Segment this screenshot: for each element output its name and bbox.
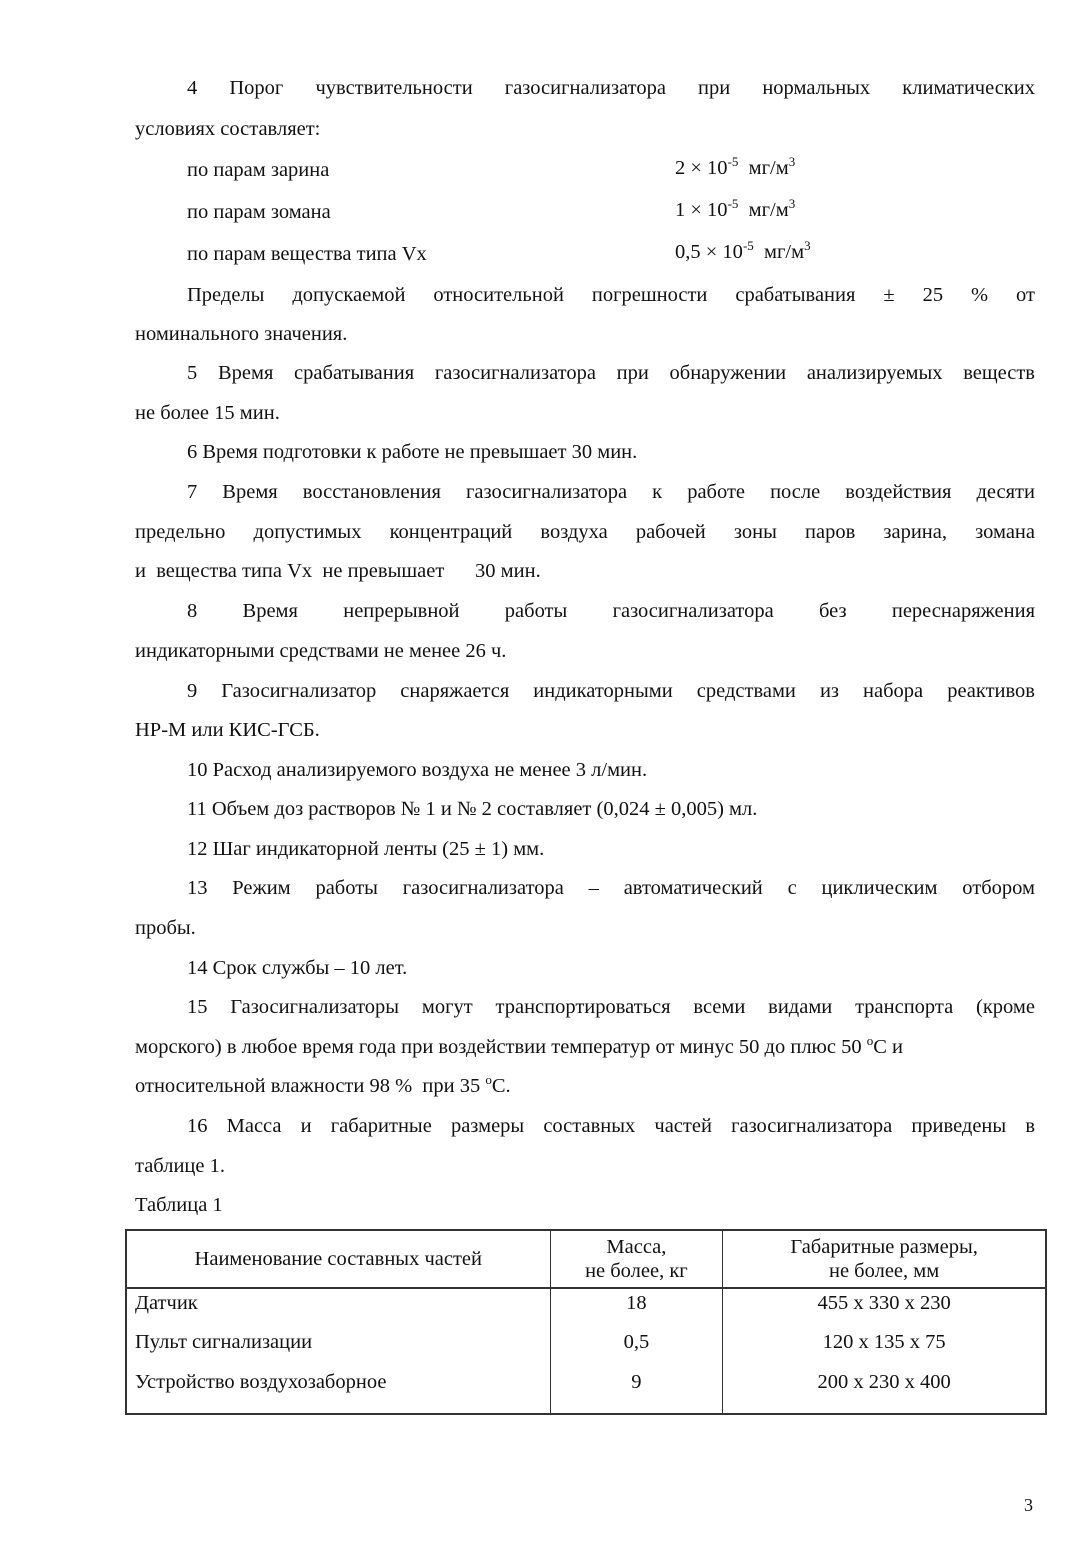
item-5-line-2: не более 15 мин. [135, 402, 280, 424]
item-7-line-2: предельно допустимых концентраций воздуха рабочей зоны паров зарина, зомана [135, 521, 1035, 543]
item-15-line-2 [135, 1035, 1035, 1059]
item-15-line-2-text: морского) в любое время года при воздействии температур от минус 50 до плюс 50 [135, 1036, 867, 1058]
header-name: Наименование составных частей [126, 1230, 550, 1288]
item-4-line-2: условиях составляет: [135, 118, 321, 140]
cell-name: Пульт сигнализации [126, 1328, 550, 1368]
item-15-line-3 [135, 1074, 1035, 1098]
header-mass-line-1: Масса, [606, 1236, 667, 1258]
threshold-unit-exp: 3 [788, 154, 796, 169]
table-row [126, 1368, 1046, 1414]
threshold-unit-exp: 3 [788, 196, 796, 211]
threshold-unit: мг/м [753, 241, 805, 263]
cell-mass: 0,5 [550, 1328, 723, 1368]
item-7-line-3: и вещества типа Vx не превышает 30 мин. [135, 560, 541, 582]
item-15-line-2-end: С и [873, 1036, 904, 1058]
item-5-line-1: 5 Время срабатывания газосигнализатора при обнаружении анализируемых веществ [187, 362, 1035, 384]
threshold-soman-label: по парам зомана [187, 201, 331, 223]
item-9-line-2: НР-М или КИС-ГСБ. [135, 719, 320, 741]
threshold-sarin-label: по парам зарина [187, 159, 330, 181]
degree-mark: o [866, 1033, 874, 1048]
threshold-exp: -5 [727, 154, 739, 169]
item-9-line-1: 9 Газосигнализатор снаряжается индикаторными средствами из набора реактивов [187, 680, 1035, 702]
components-table [125, 1229, 1047, 1415]
header-dims-line-1: Габаритные размеры, [790, 1236, 978, 1258]
header-dims [723, 1230, 1046, 1288]
item-8-line-1: 8 Время непрерывной работы газосигнализатора без переснаряжения [187, 600, 1035, 622]
cell-mass: 18 [550, 1288, 723, 1328]
table-header-row [126, 1230, 1046, 1288]
cell-dims: 455 х 330 х 230 [723, 1288, 1046, 1328]
threshold-unit-exp: 3 [804, 238, 811, 253]
item-15-line-3-text: относительной влажности 98 % при 35 [135, 1075, 486, 1097]
item-13-line-1: 13 Режим работы газосигнализатора – автоматический с циклическим отбором [187, 877, 1035, 899]
threshold-vx-value [675, 240, 811, 264]
item-11-line-1: 11 Объем доз растворов № 1 и № 2 составляет (0,024 ± 0,005) мл. [187, 798, 758, 820]
table-row [126, 1288, 1046, 1328]
table-row [126, 1328, 1046, 1368]
item-15-line-3-end: С. [491, 1075, 511, 1097]
item-16-line-1: 16 Масса и габаритные размеры составных частей газосигнализатора приведены в [187, 1115, 1035, 1137]
item-7-line-1: 7 Время восстановления газосигнализатора к работе после воздействия десяти [187, 481, 1035, 503]
header-dims-line-2: не более, мм [828, 1260, 940, 1282]
header-mass-line-2: не более, кг [585, 1260, 688, 1282]
threshold-coef: 2 × 10 [675, 157, 728, 179]
item-4-line-1: 4 Порог чувствительности газосигнализатора при нормальных климатических [187, 77, 1035, 99]
threshold-unit: мг/м [738, 199, 789, 221]
threshold-soman-value [675, 198, 795, 222]
degree-mark: o [485, 1072, 492, 1087]
threshold-exp: -5 [727, 196, 739, 211]
item-6-line-1: 6 Время подготовки к работе не превышает 30 мин. [187, 441, 638, 463]
item-14-line-1: 14 Срок службы – 10 лет. [187, 957, 408, 979]
item-16-line-2: таблице 1. [135, 1155, 225, 1177]
cell-name: Устройство воздухозаборное [126, 1368, 550, 1414]
page-number: 3 [1024, 1495, 1033, 1515]
threshold-unit: мг/м [738, 157, 789, 179]
cell-mass: 9 [550, 1368, 723, 1414]
threshold-exp: -5 [742, 238, 754, 253]
cell-dims: 200 х 230 х 400 [723, 1368, 1046, 1414]
threshold-coef: 0,5 × 10 [675, 241, 743, 263]
cell-name: Датчик [126, 1288, 550, 1328]
item-13-line-2: пробы. [135, 917, 196, 939]
threshold-coef: 1 × 10 [675, 199, 728, 221]
header-mass [550, 1230, 723, 1288]
tolerance-line-2: номинального значения. [135, 323, 348, 345]
item-10-line-1: 10 Расход анализируемого воздуха не менее 3 л/мин. [187, 759, 648, 781]
item-8-line-2: индикаторными средствами не менее 26 ч. [135, 640, 507, 662]
item-12-line-1: 12 Шаг индикаторной ленты (25 ± 1) мм. [187, 838, 545, 860]
cell-dims: 120 х 135 х 75 [723, 1328, 1046, 1368]
item-15-line-1: 15 Газосигнализаторы могут транспортироваться всеми видами транспорта (кроме [187, 996, 1035, 1018]
tolerance-line-1: Пределы допускаемой относительной погрешности срабатывания ± 25 % от [187, 284, 1035, 306]
threshold-sarin-value [675, 156, 795, 180]
table-caption: Таблица 1 [135, 1194, 223, 1216]
threshold-vx-label: по парам вещества типа Vx [187, 243, 427, 265]
